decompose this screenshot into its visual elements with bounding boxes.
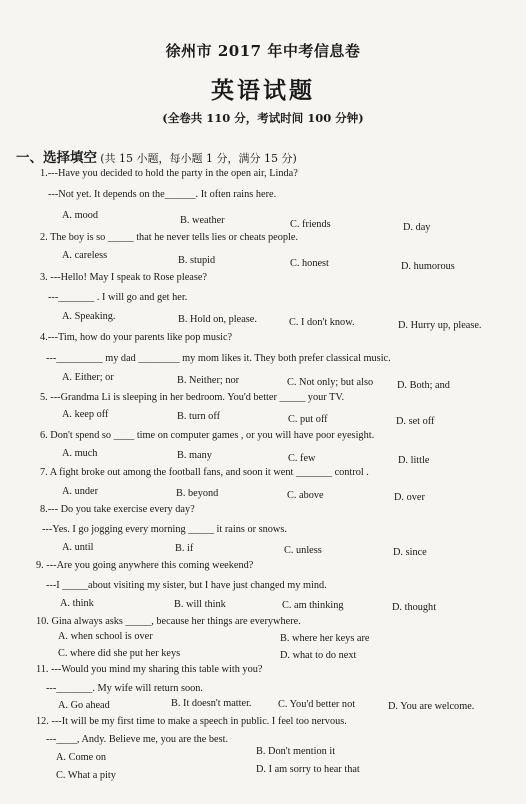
option: B. will think [174, 599, 226, 610]
question-line: 8.--- Do you take exercise every day? [40, 504, 195, 515]
question-line: 5. ---Grandma Li is sleeping in her bedroom. You'd better _____ your TV. [40, 392, 345, 403]
option: A. Speaking. [62, 311, 116, 322]
option: B. beyond [176, 488, 219, 499]
option: A. when school is over [58, 631, 153, 642]
option: A. think [60, 598, 94, 609]
question-line: 11. ---Would you mind my sharing this table with you? [36, 664, 263, 675]
option: C. You'd better not [278, 699, 356, 710]
option: B. turn off [177, 411, 220, 422]
option: C. am thinking [282, 600, 344, 611]
section-note: (共 15 小题，每小题 1 分，满分 15 分) [100, 152, 297, 165]
option: A. until [62, 542, 94, 553]
option: B. Don't mention it [256, 746, 336, 757]
question-line: 3. ---Hello! May I speak to Rose please? [40, 272, 207, 283]
option: D. set off [396, 416, 435, 427]
option: D. You are welcome. [388, 701, 475, 712]
question-line: ---____, Andy. Believe me, you are the best. [46, 734, 229, 745]
option: A. Either; or [62, 372, 114, 383]
exam-note: (全卷共 110 分，考试时间 100 分钟) [162, 111, 364, 125]
option: B. where her keys are [280, 633, 370, 644]
option: B. weather [180, 215, 225, 226]
option: D. what to do next [280, 650, 357, 661]
option: C. unless [284, 545, 322, 556]
exam-title: 徐州市 2017 年中考信息卷 [165, 42, 361, 60]
option: D. since [393, 547, 427, 558]
option: A. keep off [62, 409, 109, 420]
question-line: 2. The boy is so _____ that he never tells lies or cheats people. [40, 232, 299, 243]
question-line: 6. Don't spend so ____ time on computer games , or you will have poor eyesight. [40, 430, 375, 441]
option: A. Come on [56, 752, 107, 763]
section-label: 一、选择填空 [16, 150, 97, 166]
question-line: 7. A fight broke out among the football fans, and soon it went _______ control . [40, 467, 369, 478]
question-line: 12. ---It will be my first time to make a speech in public. I feel too nervous. [36, 716, 347, 727]
subject-title: 英语试题 [211, 78, 315, 104]
option: D. little [398, 455, 430, 466]
question-line: ---Not yet. It depends on the______. It often rains here. [48, 189, 277, 200]
option: C. friends [290, 219, 331, 230]
option: D. Hurry up, please. [398, 320, 482, 331]
section-heading [16, 146, 297, 166]
question-line: ---I _____about visiting my sister, but I have just changed my mind. [46, 580, 327, 591]
option: B. It doesn't matter. [171, 698, 252, 709]
question-line: ---Yes. I go jogging every morning _____ it rains or snows. [42, 524, 287, 535]
option: C. above [287, 490, 324, 501]
option: B. many [177, 450, 212, 461]
option: C. Not only; but also [287, 377, 374, 388]
option: D. humorous [401, 261, 455, 272]
option: B. if [175, 543, 194, 554]
option: C. What a pity [56, 770, 116, 781]
option: C. few [288, 453, 316, 464]
question-line: 10. Gina always asks _____, because her things are everywhere. [36, 616, 301, 627]
option: D. day [403, 222, 431, 233]
option: D. over [394, 492, 425, 503]
option: D. Both; and [397, 380, 450, 391]
option: B. Hold on, please. [178, 314, 257, 325]
option: A. under [62, 486, 99, 497]
option: C. honest [290, 258, 329, 269]
option: B. Neither; nor [177, 375, 240, 386]
option: C. I don't know. [289, 317, 355, 328]
option: C. put off [288, 414, 328, 425]
question-line: 1.---Have you decided to hold the party in the open air, Linda? [40, 168, 298, 179]
question-line: 4.---Tim, how do your parents like pop music? [40, 332, 233, 343]
option: C. where did she put her keys [58, 648, 181, 659]
option: A. careless [62, 250, 108, 261]
option: B. stupid [178, 255, 216, 266]
question-line: ---_______. My wife will return soon. [46, 683, 204, 694]
question-line: ---_________ my dad ________ my mom likes it. They both prefer classical music. [46, 353, 391, 364]
option: A. mood [62, 210, 99, 221]
option: A. Go ahead [58, 700, 110, 711]
option: D. I am sorry to hear that [256, 764, 360, 775]
option: D. thought [392, 602, 437, 613]
question-line: 9. ---Are you going anywhere this coming weekend? [36, 560, 254, 571]
question-line: ---_______ . I will go and get her. [48, 292, 188, 303]
option: A. much [62, 448, 98, 459]
